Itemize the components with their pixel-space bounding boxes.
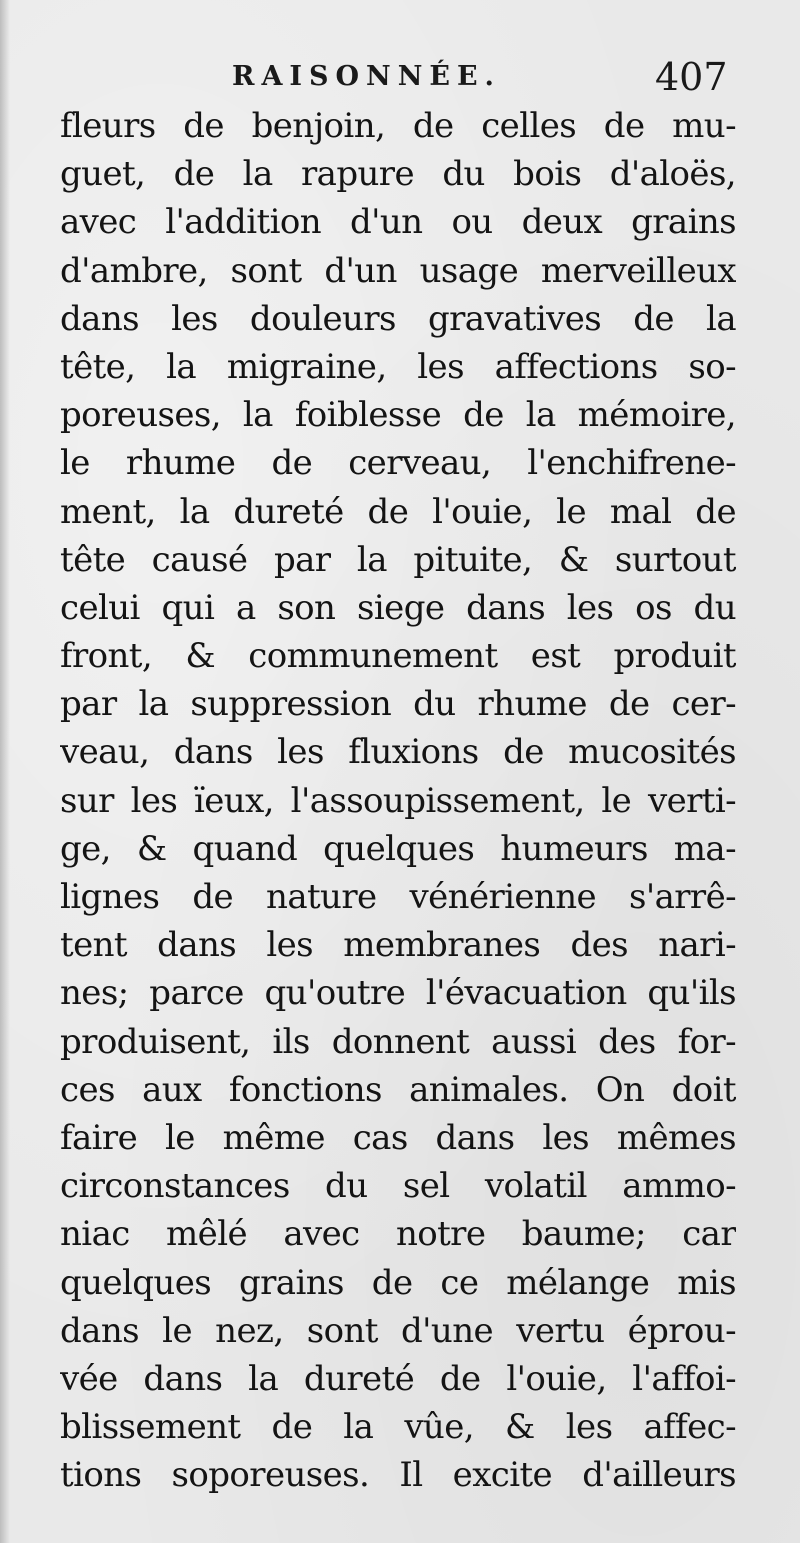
text-line: circonstances du sel volatil ammo- [60,1166,736,1207]
text-line: faire le même cas dans les mêmes [60,1117,736,1158]
text-line: nes; parce qu'outre l'évacuation qu'ils [60,973,736,1014]
running-head: RAISONNÉE. [232,61,501,92]
text-line: ment, la dureté de l'ouie, le mal de [60,491,736,532]
text-line: vée dans la dureté de l'ouie, l'affoi- [60,1358,736,1399]
text-line: niac mêlé avec notre baume; car [60,1214,736,1255]
text-line: produisent, ils donnent aussi des for- [60,1021,736,1062]
text-line: poreuses, la foiblesse de la mémoire, [60,395,736,436]
text-line: ge, & quand quelques humeurs ma- [60,828,736,869]
text-line: tête, la migraine, les affections so- [60,346,736,387]
text-line: dans les douleurs gravatives de la [60,298,736,339]
text-line: fleurs de benjoin, de celles de mu- [60,106,736,146]
text-line: lignes de nature vénérienne s'arrê- [60,877,736,917]
page-header [0,52,800,102]
text-line: le rhume de cerveau, l'enchifrene- [60,443,736,484]
text-line: avec l'addition d'un ou deux grains [60,202,736,243]
text-line: d'ambre, sont d'un usage merveilleux [60,250,736,291]
text-line: par la suppression du rhume de cer- [60,684,736,725]
text-line: ces aux fonctions animales. On doit [60,1069,736,1110]
text-line: quelques grains de ce mélange mis [60,1262,736,1303]
text-line: guet, de la rapure du bois d'aloës, [60,154,736,195]
text-line: dans le nez, sont d'une vertu éprou- [60,1310,736,1351]
text-line: tête causé par la pituite, & surtout [60,539,736,580]
text-line: sur les ïeux, l'assoupissement, le verti- [60,780,736,821]
text-line: tent dans les membranes des nari- [60,925,736,966]
text-line: tions soporeuses. Il excite d'ailleurs [60,1455,736,1496]
text-line: blissement de la vûe, & les affec- [60,1407,736,1448]
text-line: veau, dans les fluxions de mucosités [60,732,736,773]
page-number: 407 [655,55,728,99]
page-gutter-shadow [0,0,10,1543]
text-line: celui qui a son siege dans les os du [60,587,736,628]
text-line: front, & communement est produit [60,636,736,677]
body-text [60,102,736,1499]
